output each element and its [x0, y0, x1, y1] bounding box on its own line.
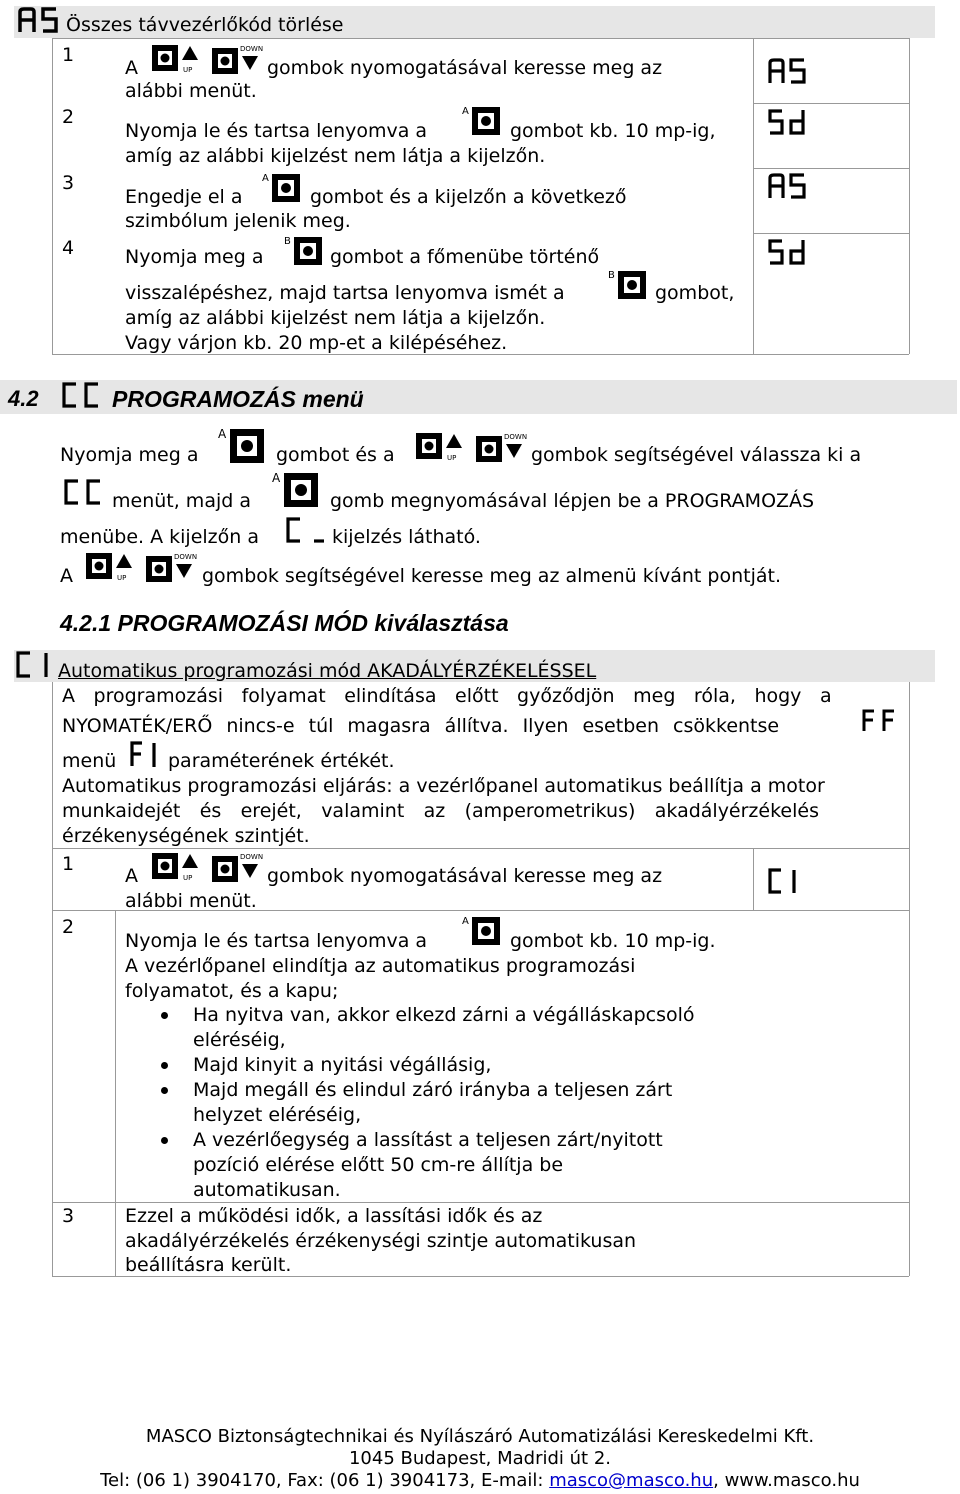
up-button-icon	[84, 550, 134, 589]
step-text: gombot kb. 10 mp-ig,	[510, 120, 716, 142]
section-title: PROGRAMOZÁS menü	[112, 386, 364, 412]
step-text: gombot a főmenübe történő	[330, 246, 600, 268]
footer-website: , www.masco.hu	[713, 1470, 860, 1491]
step-text: gombok nyomogatásával keresse meg az	[267, 57, 663, 79]
svg-text:UP: UP	[447, 454, 457, 462]
a-button-icon	[272, 470, 322, 515]
down-button-icon	[210, 42, 264, 81]
step-text: alábbi menüt.	[125, 890, 257, 912]
step-number: 1	[62, 853, 75, 875]
step-text: Nyomja le és tartsa lenyomva a	[125, 120, 428, 142]
svg-text:DOWN: DOWN	[174, 553, 198, 561]
svg-text:UP: UP	[183, 874, 193, 882]
step-text: visszalépéshez, majd tartsa lenyomva ismét a	[125, 282, 565, 304]
step-text: gombot és a kijelzőn a következő	[310, 186, 627, 208]
paragraph-text: A	[60, 565, 73, 587]
intro-text: paraméterének értékét.	[168, 750, 395, 772]
a-button-icon	[462, 104, 502, 143]
display-c1-icon	[14, 650, 54, 680]
down-button-icon	[210, 850, 264, 889]
svg-text:UP: UP	[183, 66, 193, 74]
step-text: szimbólum jelenik meg.	[125, 210, 351, 232]
display-f1-icon	[128, 740, 162, 768]
paragraph-text: gombok segítségével keresse meg az almenü kívánt pontját.	[202, 565, 781, 587]
display-ff-icon	[860, 709, 900, 733]
up-button-icon	[150, 42, 200, 81]
down-button-icon	[474, 430, 528, 469]
step-text: Engedje el a	[125, 186, 243, 208]
svg-text:DOWN: DOWN	[504, 433, 528, 441]
step-number: 4	[62, 237, 75, 259]
step-number: 3	[62, 172, 75, 194]
display-a5-icon	[767, 172, 807, 200]
step-text: Ezzel a működési idők, a lassítási idők és az	[125, 1205, 543, 1227]
svg-text:A: A	[462, 916, 469, 927]
down-button-icon	[144, 550, 198, 589]
step-text: alábbi menüt.	[125, 80, 257, 102]
bullet-text: eléréséig,	[193, 1029, 286, 1051]
intro-text: A programozási folyamat elindítása előtt győződjön meg róla, hogy a	[62, 685, 832, 707]
step-number: 2	[62, 106, 75, 128]
footer-address: 1045 Budapest, Madridi út 2.	[348, 1448, 612, 1469]
svg-text:DOWN: DOWN	[240, 853, 264, 861]
svg-text:B: B	[284, 236, 291, 247]
step-text: gombot kb. 10 mp-ig.	[510, 930, 716, 952]
b-button-icon	[608, 268, 648, 307]
display-a5-icon	[16, 6, 60, 34]
svg-text:A: A	[272, 471, 281, 485]
display-sd-icon	[767, 238, 807, 266]
step-text: A vezérlőpanel elindítja az automatikus programozási	[125, 955, 636, 977]
step-text: beállításra került.	[125, 1254, 292, 1276]
step-text: gombok nyomogatásával keresse meg az	[267, 865, 663, 887]
bullet-text: A vezérlőegység a lassítást a teljesen zárt/nyitott	[193, 1129, 663, 1151]
paragraph-text: menübe. A kijelzőn a	[60, 526, 259, 548]
bullet-text: helyzet eléréséig,	[193, 1104, 362, 1126]
intro-text: munkaidejét és erejét, valamint az (amperometrikus) akadályérzékelés	[62, 800, 819, 822]
bullet-text: pozíció elérése előtt 50 cm-re állítja be	[193, 1154, 564, 1176]
svg-text:A: A	[462, 106, 469, 117]
step-text: akadályérzékelés érzékenységi szintje automatikusan	[125, 1230, 637, 1252]
step-text: A	[125, 865, 138, 887]
display-a5-icon	[767, 57, 807, 85]
bullet-text: automatikusan.	[193, 1179, 341, 1201]
a-button-icon	[262, 171, 302, 210]
step-number: 3	[62, 1205, 75, 1227]
svg-text:A: A	[218, 427, 227, 441]
bullet-text: Majd kinyit a nyitási végállásig,	[193, 1054, 492, 1076]
subsection-title: 4.2.1 PROGRAMOZÁSI MÓD kiválasztása	[60, 610, 509, 636]
intro-text: érzékenységének szintjét.	[62, 825, 310, 847]
step-text: Nyomja le és tartsa lenyomva a	[125, 930, 428, 952]
paragraph-text: gomb megnyomásával lépjen be a PROGRAMOZÁS	[330, 490, 815, 512]
display-c-dash-icon	[284, 516, 328, 546]
step-number: 1	[62, 44, 75, 66]
paragraph-text: gombot és a	[276, 444, 395, 466]
bullet-icon	[161, 1012, 168, 1019]
paragraph-text: gombok segítségével válassza ki a	[531, 444, 862, 466]
intro-text: menü	[62, 750, 117, 772]
svg-text:UP: UP	[117, 574, 127, 582]
step-text: gombot,	[655, 282, 735, 304]
section-header: Automatikus programozási mód AKADÁLYÉRZÉKELÉSSEL	[58, 660, 597, 682]
footer-contact	[0, 1470, 960, 1492]
step-text: A	[125, 57, 138, 79]
svg-text:B: B	[608, 270, 615, 281]
step-text: Nyomja meg a	[125, 246, 264, 268]
intro-text: NYOMATÉK/ERŐ nincs-e túl magasra állítva. Ilyen esetben csökkentse	[62, 715, 780, 737]
display-c1-icon	[767, 867, 801, 895]
email-link[interactable]: masco@masco.hu	[549, 1470, 714, 1491]
section-number: 4.2	[8, 386, 39, 411]
a-button-icon	[462, 914, 502, 953]
step-text: amíg az alábbi kijelzést nem látja a kijelzőn.	[125, 145, 546, 167]
bullet-icon	[161, 1137, 168, 1144]
step-text: Vagy várjon kb. 20 mp-et a kilépéséhez.	[125, 332, 508, 354]
display-sd-icon	[767, 108, 807, 136]
svg-text:DOWN: DOWN	[240, 45, 264, 53]
bullet-icon	[161, 1087, 168, 1094]
paragraph-text: Nyomja meg a	[60, 444, 199, 466]
footer-company: MASCO Biztonságtechnikai és Nyílászáró Automatizálási Kereskedelmi Kft.	[145, 1426, 815, 1447]
b-button-icon	[284, 234, 324, 273]
up-button-icon	[414, 430, 464, 469]
intro-text: Automatikus programozási eljárás: a vezérlőpanel automatikus beállítja a motor	[62, 775, 825, 797]
display-cc-icon	[62, 478, 104, 506]
paragraph-text: menüt, majd a	[112, 490, 251, 512]
step-text: amíg az alábbi kijelzést nem látja a kijelzőn.	[125, 307, 546, 329]
up-button-icon	[150, 850, 200, 889]
section-title: Összes távvezérlőkód törlése	[66, 14, 344, 36]
paragraph-text: kijelzés látható.	[332, 526, 481, 548]
a-button-icon	[218, 426, 268, 471]
step-text: folyamatot, és a kapu;	[125, 980, 339, 1002]
bullet-icon	[161, 1062, 168, 1069]
svg-text:A: A	[262, 173, 269, 184]
bullet-text: Ha nyitva van, akkor elkezd zárni a végálláskapcsoló	[193, 1004, 695, 1026]
footer-phone-fax: Tel: (06 1) 3904170, Fax: (06 1) 3904173, E-mail:	[100, 1470, 550, 1491]
display-cc-icon	[60, 381, 102, 409]
step-number: 2	[62, 916, 75, 938]
bullet-text: Majd megáll és elindul záró irányba a teljesen zárt	[193, 1079, 673, 1101]
